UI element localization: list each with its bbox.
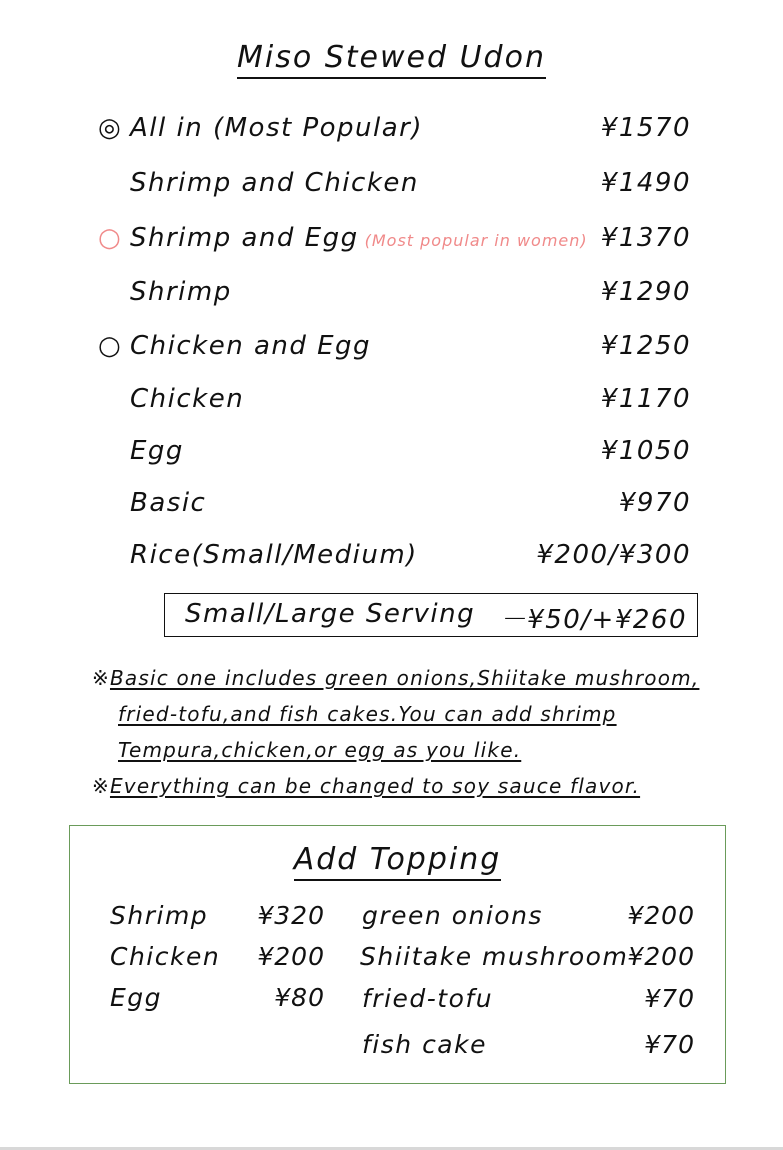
menu-item-name: Chicken xyxy=(130,384,245,414)
menu-item-price: ¥1170 xyxy=(600,384,691,414)
menu-item-name: Egg xyxy=(130,436,184,466)
page-title-text: Miso Stewed Udon xyxy=(237,40,546,79)
topping-name-shrimp: Shrimp xyxy=(110,901,209,930)
menu-item-price: ¥1250 xyxy=(600,331,691,361)
menu-row-shrimp-and-egg xyxy=(0,223,783,263)
topping-name-egg: Egg xyxy=(110,983,163,1012)
double-circle-mark: ◎ xyxy=(98,113,123,143)
topping-name-fried-tofu: fried-tofu xyxy=(362,984,494,1013)
serving-size-box xyxy=(164,593,698,637)
note-line xyxy=(92,660,732,696)
menu-item-name: Shrimp and Egg xyxy=(130,223,359,253)
topping-name-shiitake: Shiitake mushroom xyxy=(360,942,629,971)
menu-row-all-in xyxy=(0,113,783,153)
topping-name-fish-cake: fish cake xyxy=(362,1030,487,1059)
serving-size-price: －¥50/+¥260 xyxy=(499,605,687,635)
menu-item-price: ¥1490 xyxy=(600,168,691,198)
menu-item-name-wrap xyxy=(130,223,588,253)
note-text: Basic one includes green onions,Shiitake mushroom, xyxy=(109,666,700,690)
reference-mark: ※ xyxy=(92,774,110,798)
menu-row-shrimp xyxy=(0,277,783,317)
menu-row-basic xyxy=(0,488,783,528)
note-line xyxy=(92,732,732,768)
menu-row-chicken-and-egg xyxy=(0,331,783,371)
topping-title xyxy=(70,842,725,877)
notes-section xyxy=(92,660,732,804)
note-line xyxy=(92,768,732,804)
menu-item-name: Shrimp and Chicken xyxy=(130,168,419,198)
topping-name-green-onions: green onions xyxy=(362,901,543,930)
menu-row-rice xyxy=(0,540,783,580)
topping-price-shrimp: ¥320 xyxy=(257,901,325,930)
page-title xyxy=(0,40,783,75)
menu-row-egg xyxy=(0,436,783,476)
menu-item-name: All in (Most Popular) xyxy=(130,113,424,143)
topping-price-green-onions: ¥200 xyxy=(627,901,695,930)
popular-note: (Most popular in women) xyxy=(364,231,588,250)
topping-price-shiitake: ¥200 xyxy=(627,942,695,971)
menu-item-price: ¥1570 xyxy=(600,113,691,143)
menu-item-name: Basic xyxy=(130,488,207,518)
menu-item-price: ¥1370 xyxy=(600,223,691,253)
topping-title-text: Add Topping xyxy=(294,842,502,881)
topping-price-fried-tofu: ¥70 xyxy=(644,984,695,1013)
circle-mark: ○ xyxy=(98,223,123,253)
menu-item-price: ¥200/¥300 xyxy=(536,540,691,570)
reference-mark: ※ xyxy=(92,666,110,690)
menu-item-price: ¥1290 xyxy=(600,277,691,307)
topping-price-chicken: ¥200 xyxy=(257,942,325,971)
menu-item-price: ¥1050 xyxy=(600,436,691,466)
topping-price-egg: ¥80 xyxy=(274,983,325,1012)
note-text: Tempura,chicken,or egg as you like. xyxy=(118,738,522,762)
menu-item-name: Shrimp xyxy=(130,277,232,307)
note-line xyxy=(92,696,732,732)
add-topping-box xyxy=(69,825,726,1084)
topping-price-fish-cake: ¥70 xyxy=(644,1030,695,1059)
note-text: Everything can be changed to soy sauce flavor. xyxy=(109,774,641,798)
menu-item-price: ¥970 xyxy=(618,488,691,518)
serving-size-label: Small/Large Serving xyxy=(185,599,476,629)
menu-row-chicken xyxy=(0,384,783,424)
topping-name-chicken: Chicken xyxy=(110,942,221,971)
menu-row-shrimp-and-chicken xyxy=(0,168,783,208)
menu-item-name: Rice(Small/Medium) xyxy=(130,540,418,570)
menu-item-name: Chicken and Egg xyxy=(130,331,372,361)
note-text: fried-tofu,and fish cakes.You can add shrimp xyxy=(118,702,617,726)
circle-mark: ○ xyxy=(98,331,123,361)
